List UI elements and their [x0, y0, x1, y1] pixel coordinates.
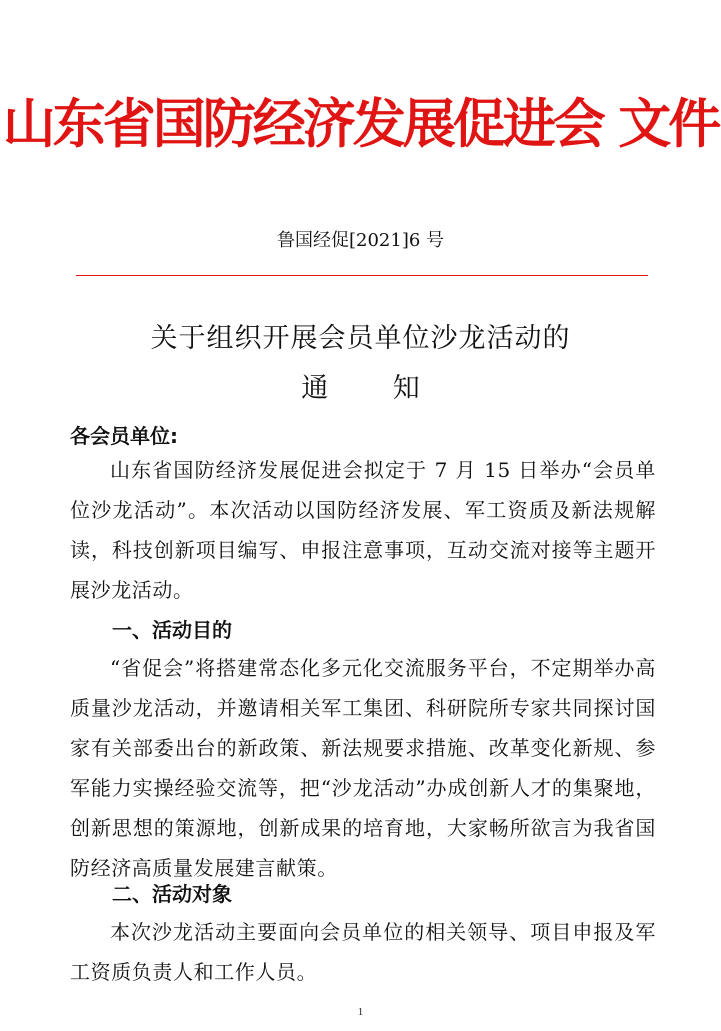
- intro-paragraph: 山东省国防经济发展促进会拟定于 7 月 15 日举办“会员单位沙龙活动”。本次活动以国防经济发展、军工资质及新法规解读，科技创新项目编写、申报注意事项，互动交流对接等主题开展沙龙活动。: [70, 458, 656, 602]
- red-divider-line: [76, 275, 648, 276]
- document-number: 鲁国经促[2021]6 号: [276, 230, 445, 251]
- section-heading-audience: 二、活动对象: [112, 882, 232, 906]
- section-paragraph-audience: 本次沙龙活动主要面向会员单位的相关领导、项目申报及军工资质负责人和工作人员。: [70, 920, 656, 984]
- org-file-header: 山东省国防经济发展促进会 文件: [2, 94, 719, 155]
- salutation: 各会员单位:: [70, 424, 178, 448]
- page-number: 1: [357, 1006, 364, 1018]
- section-paragraph-purpose: “省促会”将搭建常态化多元化交流服务平台，不定期举办高质量沙龙活动，并邀请相关军工集团、科研院所专家共同探讨国家有关部委出台的新政策、新法规要求措施、改革变化新规、参军能力实操经验交流等，把“沙龙活动”办成创新人才的集聚地，创新思想的策源地，创新成果的培育地，大家畅所欲言为我省国防经济高质量发展建言献策。: [70, 656, 656, 880]
- notice-title: 关于组织开展会员单位沙龙活动的: [150, 323, 571, 354]
- section-heading-purpose: 一、活动目的: [112, 618, 232, 642]
- notice-title-suffix: 通 知: [301, 373, 448, 404]
